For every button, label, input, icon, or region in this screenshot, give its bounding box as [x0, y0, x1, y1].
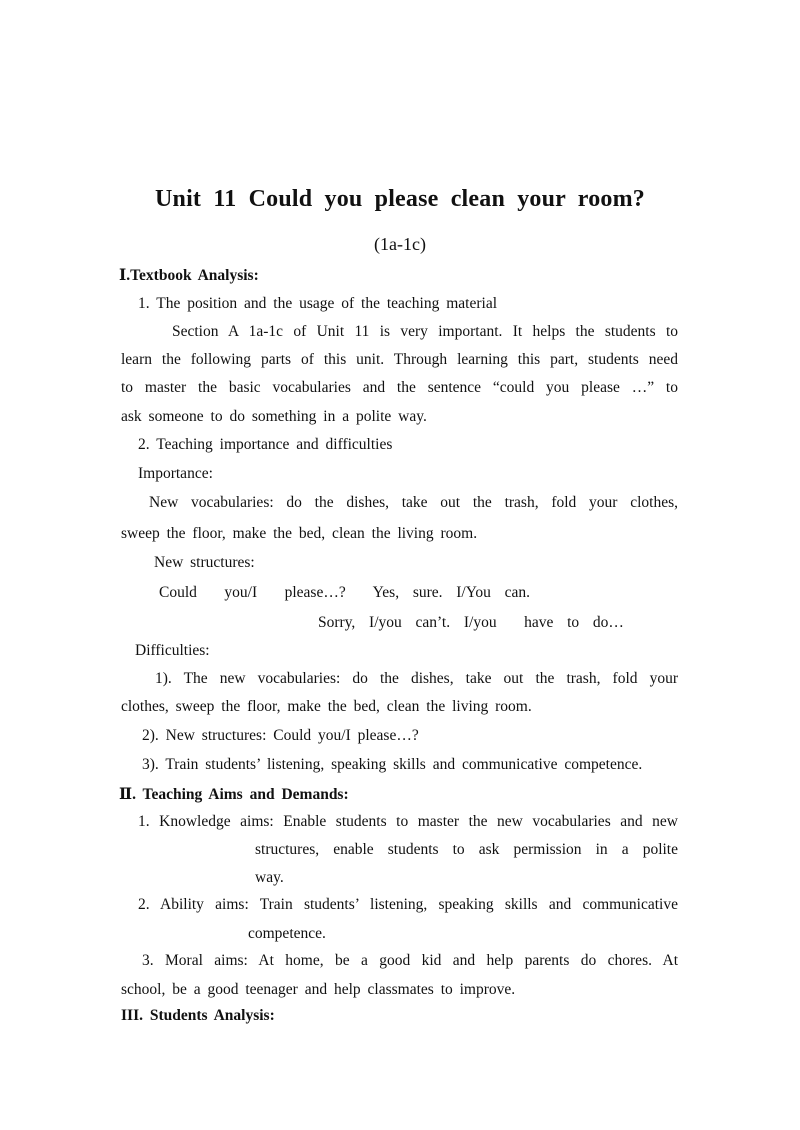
- section-heading-teaching-aims: Ⅱ. Teaching Aims and Demands:: [119, 786, 349, 803]
- aim-line: structures, enable students to ask permission in a polite: [255, 841, 678, 858]
- section-heading-textbook-analysis: Ⅰ.Textbook Analysis:: [119, 267, 259, 284]
- difficulty-line: clothes, sweep the floor, make the bed, clean the living room.: [121, 698, 532, 715]
- importance-vocab-line: sweep the floor, make the bed, clean the living room.: [121, 525, 478, 542]
- structure-line: Sorry, I/you can’t. I/you have to do…: [318, 614, 624, 631]
- paragraph-line: Section A 1a-1c of Unit 11 is very important. It helps the students to: [172, 323, 678, 340]
- aim-line: 1. Knowledge aims: Enable students to master the new vocabularies and new: [138, 813, 678, 830]
- item-importance-difficulties: 2. Teaching importance and difficulties: [138, 436, 393, 453]
- aim-line: 3. Moral aims: At home, be a good kid and help parents do chores. At: [142, 952, 678, 969]
- page-subtitle: (1a-1c): [374, 234, 426, 254]
- difficulties-label: Difficulties:: [135, 642, 210, 659]
- importance-label: Importance:: [138, 465, 213, 482]
- paragraph-line: learn the following parts of this unit. Through learning this part, students need: [121, 351, 678, 368]
- difficulty-line: 3). Train students’ listening, speaking skills and communicative competence.: [142, 756, 643, 773]
- paragraph-line: to master the basic vocabularies and the sentence “could you please …” to: [121, 379, 678, 396]
- aim-line: competence.: [248, 925, 326, 942]
- importance-vocab-line: New vocabularies: do the dishes, take out the trash, fold your clothes,: [149, 494, 678, 511]
- new-structures-label: New structures:: [154, 554, 255, 571]
- paragraph-line: ask someone to do something in a polite way.: [121, 408, 427, 425]
- difficulty-line: 1). The new vocabularies: do the dishes, take out the trash, fold your: [155, 670, 678, 687]
- structure-line: Could you/I please…? Yes, sure. I/You can.: [159, 584, 531, 601]
- item-position-usage: 1. The position and the usage of the teaching material: [138, 295, 498, 312]
- aim-line: school, be a good teenager and help classmates to improve.: [121, 981, 516, 998]
- section-heading-students-analysis: III. Students Analysis:: [121, 1007, 275, 1024]
- aim-line: 2. Ability aims: Train students’ listening, speaking skills and communicative: [138, 896, 678, 913]
- difficulty-line: 2). New structures: Could you/I please…?: [142, 727, 419, 744]
- page-title: Unit 11 Could you please clean your room?: [154, 186, 646, 212]
- aim-line: way.: [255, 869, 284, 886]
